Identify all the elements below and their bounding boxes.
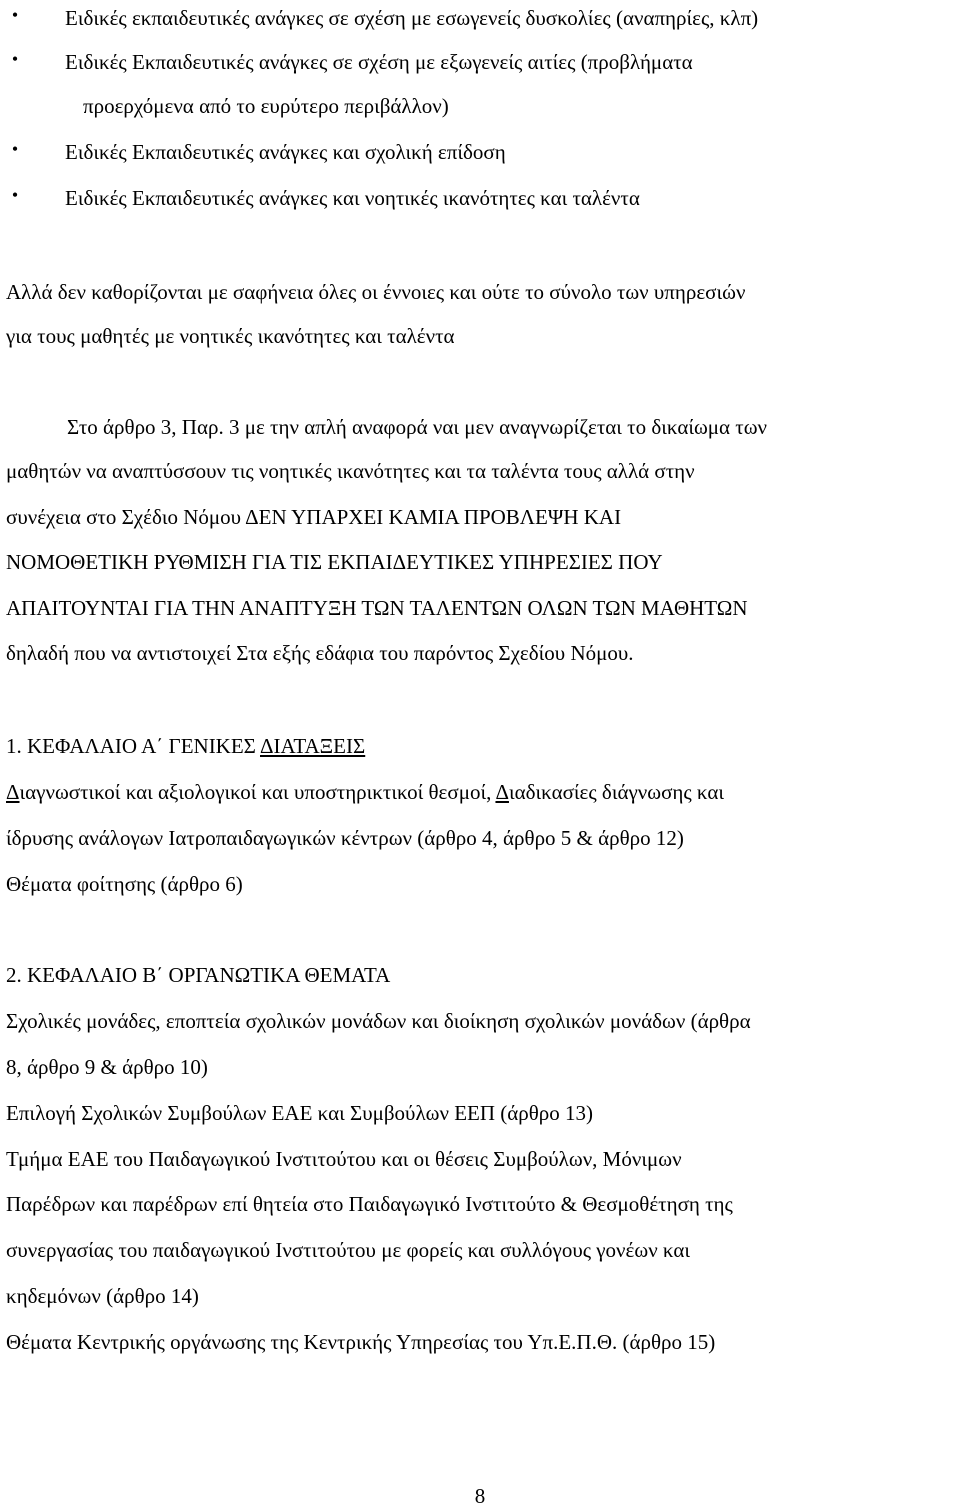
text-line: ΝΟΜΟΘΕΤΙΚΗ ΡΥΘΜΙΣΗ ΓΙΑ ΤΙΣ ΕΚΠΑΙΔΕΥΤΙΚΕΣ ΥΠΗΡΕΣΙΕΣ ΠΟΥ	[6, 550, 663, 574]
heading-underlined: ΔΙΑΤΑΞΕΙΣ	[260, 734, 366, 758]
text-line: Τμήμα ΕΑΕ του Παιδαγωγικού Ινστιτούτου και οι θέσεις Συμβούλων, Μόνιμων	[6, 1147, 682, 1171]
heading-text: 1. ΚΕΦΑΛΑΙΟ Α΄ ΓΕΝΙΚΕΣ	[6, 734, 260, 758]
text-line: ΑΠΑΙΤΟΥΝΤΑΙ ΓΙΑ ΤΗΝ ΑΝΑΠΤΥΞΗ ΤΩΝ ΤΑΛΕΝΤΩΝ ΟΛΩΝ ΤΩΝ ΜΑΘΗΤΩΝ	[6, 596, 748, 620]
page-number: 8	[474, 1484, 486, 1508]
text-line: δηλαδή που να αντιστοιχεί Στα εξής εδάφια του παρόντος Σχεδίου Νόμου.	[6, 641, 634, 665]
text-line: Θέματα φοίτησης (άρθρο 6)	[6, 872, 243, 896]
text-line: συνέχεια στο Σχέδιο Νόμου ΔΕΝ ΥΠΑΡΧΕΙ ΚΑΜΙΑ ΠΡΟΒΛΕΨΗ ΚΑΙ	[6, 505, 622, 529]
bullet-icon: •	[11, 139, 19, 159]
text-line: για τους μαθητές με νοητικές ικανότητες και ταλέντα	[6, 324, 455, 348]
bullet-text: Ειδικές Εκπαιδευτικές ανάγκες σε σχέση με εξωγενείς αιτίες (προβλήματα	[65, 50, 693, 74]
bullet-text: Ειδικές Εκπαιδευτικές ανάγκες και σχολική επίδοση	[65, 140, 506, 164]
text-line: μαθητών να αναπτύσσουν τις νοητικές ικανότητες και τα ταλέντα τους αλλά στην	[6, 459, 695, 483]
text-span: ιαγνωστικοί και αξιολογικοί και υποστηρικτικοί θεσμοί,	[19, 780, 496, 804]
chapter-1-heading	[6, 734, 365, 758]
chapter-2-heading: 2. ΚΕΦΑΛΑΙΟ Β΄ ΟΡΓΑΝΩΤΙΚΑ ΘΕΜΑΤΑ	[6, 963, 391, 987]
bullet-icon: •	[11, 5, 19, 25]
underlined-letter: Δ	[6, 780, 20, 804]
bullet-icon: •	[11, 185, 19, 205]
bullet-text: Ειδικές Εκπαιδευτικές ανάγκες και νοητικές ικανότητες και ταλέντα	[65, 186, 640, 210]
underlined-letter: Δ	[495, 780, 509, 804]
text-line: 8, άρθρο 9 & άρθρο 10)	[6, 1055, 208, 1079]
bullet-text: Ειδικές εκπαιδευτικές ανάγκες σε σχέση με εσωγενείς δυσκολίες (αναπηρίες, κλπ)	[65, 6, 759, 30]
bullet-text-continued: προερχόμενα από το ευρύτερο περιβάλλον)	[83, 94, 449, 118]
text-line: Στο άρθρο 3, Παρ. 3 με την απλή αναφορά ναι μεν αναγνωρίζεται το δικαίωμα των	[67, 415, 768, 439]
text-line: Παρέδρων και παρέδρων επί θητεία στο Παιδαγωγικό Ινστιτούτο & Θεσμοθέτηση της	[6, 1192, 733, 1216]
text-line: ίδρυσης ανάλογων Ιατροπαιδαγωγικών κέντρων (άρθρο 4, άρθρο 5 & άρθρο 12)	[6, 826, 684, 850]
text-line: Θέματα Κεντρικής οργάνωσης της Κεντρικής Υπηρεσίας του Υπ.Ε.Π.Θ. (άρθρο 15)	[6, 1330, 716, 1354]
text-line: Επιλογή Σχολικών Συμβούλων ΕΑΕ και Συμβούλων ΕΕΠ (άρθρο 13)	[6, 1101, 594, 1125]
text-line	[6, 780, 724, 804]
bullet-icon: •	[11, 49, 19, 69]
text-line: Αλλά δεν καθορίζονται με σαφήνεια όλες οι έννοιες και ούτε το σύνολο των υπηρεσιών	[6, 280, 746, 304]
text-line: κηδεμόνων (άρθρο 14)	[6, 1284, 199, 1308]
text-line: συνεργασίας του παιδαγωγικού Ινστιτούτου με φορείς και συλλόγους γονέων και	[6, 1238, 690, 1262]
text-span: ιαδικασίες διάγνωσης και	[508, 780, 724, 804]
text-line: Σχολικές μονάδες, εποπτεία σχολικών μονάδων και διοίκηση σχολικών μονάδων (άρθρα	[6, 1009, 751, 1033]
